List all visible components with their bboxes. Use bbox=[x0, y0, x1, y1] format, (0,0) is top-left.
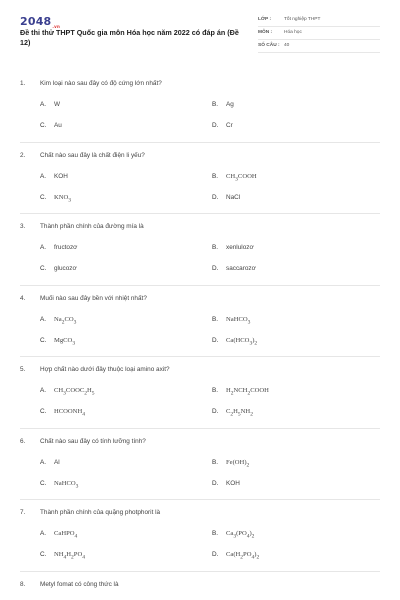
option-letter: D. bbox=[212, 193, 219, 201]
question-number: 4. bbox=[20, 294, 26, 302]
answer-option[interactable] bbox=[40, 387, 95, 396]
option-letter: A. bbox=[40, 458, 47, 466]
question-text: Chất nào sau đây có tính lưỡng tính? bbox=[40, 437, 146, 445]
question-text: Thành phần chính của quặng photphorit là bbox=[40, 509, 161, 516]
site-logo[interactable]: $2048_{.vn}$ bbox=[20, 15, 60, 30]
answer-option[interactable] bbox=[212, 122, 233, 129]
option-value: $H_2NCH_2COOH$ bbox=[226, 387, 269, 397]
option-letter: B. bbox=[212, 458, 219, 466]
question-number: 2. bbox=[20, 151, 26, 159]
option-value: $KNO_3$ bbox=[54, 193, 72, 203]
option-letter: B. bbox=[212, 101, 219, 108]
answer-option[interactable] bbox=[212, 551, 259, 560]
question-divider bbox=[20, 213, 380, 214]
answer-option[interactable] bbox=[40, 337, 75, 346]
option-value: NaCl bbox=[226, 193, 241, 201]
answer-option[interactable] bbox=[40, 122, 62, 129]
document-header bbox=[0, 0, 400, 62]
question-number: 8. bbox=[20, 580, 26, 588]
option-letter: A. bbox=[40, 387, 47, 394]
question-divider bbox=[20, 571, 380, 572]
answer-option[interactable] bbox=[212, 459, 249, 468]
option-value: $Ca(HCO_3)_2$ bbox=[226, 336, 258, 346]
question-text: Chất nào sau đây là chất điện li yếu? bbox=[40, 151, 145, 159]
option-value: MgCO$_3$ bbox=[54, 336, 76, 346]
option-letter: D. bbox=[212, 479, 219, 487]
option-letter: A. bbox=[40, 101, 47, 108]
question-number: 6. bbox=[20, 437, 26, 445]
option-letter: C. bbox=[40, 122, 47, 129]
option-value: fructozơ bbox=[54, 244, 78, 251]
option-value: $CH_3COOH$ bbox=[226, 172, 257, 182]
question-number: 5. bbox=[20, 366, 26, 373]
option-letter: A. bbox=[40, 530, 47, 537]
answer-option[interactable] bbox=[40, 459, 60, 466]
answer-option[interactable] bbox=[212, 265, 256, 272]
option-value: Cr bbox=[226, 122, 233, 129]
question-text: Metyl fomat có công thức là bbox=[40, 580, 119, 588]
option-letter: A. bbox=[40, 172, 47, 180]
option-value: NaHCO$_3$ bbox=[54, 479, 79, 489]
answer-option[interactable] bbox=[212, 244, 254, 251]
question-text: Thành phần chính của đường mía là bbox=[40, 223, 144, 230]
question-text: Kim loại nào sau đây có độ cứng lớn nhất? bbox=[40, 80, 162, 87]
option-letter: D. bbox=[212, 265, 219, 272]
meta-label: LỚP : bbox=[258, 17, 272, 22]
option-letter: B. bbox=[212, 387, 219, 394]
answer-option[interactable] bbox=[212, 173, 257, 182]
option-letter: B. bbox=[212, 172, 219, 180]
meta-row-subject bbox=[258, 27, 380, 40]
answer-option[interactable] bbox=[40, 101, 60, 108]
option-value: $Fe(OH)_2$ bbox=[226, 458, 250, 468]
option-value: CaHPO$_4$ bbox=[54, 530, 78, 540]
meta-value: Tốt nghiệp THPT bbox=[284, 17, 321, 22]
meta-value: Hóa học bbox=[284, 30, 302, 35]
option-value: saccarozơ bbox=[226, 265, 256, 272]
question-divider bbox=[20, 428, 380, 429]
meta-row-class bbox=[258, 14, 380, 27]
option-letter: C. bbox=[40, 408, 47, 415]
answer-option[interactable] bbox=[40, 265, 77, 272]
answer-option[interactable] bbox=[212, 101, 234, 108]
option-value: glucozơ bbox=[54, 265, 77, 272]
answer-option[interactable] bbox=[40, 316, 76, 325]
question-number: 3. bbox=[20, 223, 26, 230]
answer-option[interactable] bbox=[212, 316, 250, 325]
question-divider bbox=[20, 499, 380, 500]
option-letter: A. bbox=[40, 315, 47, 323]
meta-label: SỐ CÂU : bbox=[258, 43, 280, 48]
option-letter: C. bbox=[40, 479, 47, 487]
option-letter: B. bbox=[212, 315, 219, 323]
answer-option[interactable] bbox=[40, 194, 71, 203]
option-value: xenlulozơ bbox=[226, 244, 254, 251]
option-letter: D. bbox=[212, 336, 219, 344]
question-number: 1. bbox=[20, 80, 26, 87]
option-letter: C. bbox=[40, 551, 47, 558]
option-value: NaHCO$_3$ bbox=[226, 315, 251, 325]
answer-option[interactable] bbox=[40, 530, 77, 539]
option-value: $C_2H_5NH_2$ bbox=[226, 408, 253, 418]
answer-option[interactable] bbox=[40, 551, 85, 560]
option-value: KOH bbox=[54, 172, 68, 180]
option-value: $Ca(H_2PO_4)_2$ bbox=[226, 551, 260, 561]
question-item bbox=[20, 581, 380, 600]
meta-value: 40 bbox=[284, 43, 290, 48]
answer-option[interactable] bbox=[212, 337, 257, 346]
document-meta bbox=[258, 14, 380, 53]
answer-option[interactable] bbox=[212, 480, 240, 487]
option-value: KOH bbox=[226, 479, 240, 487]
option-value: $NH_4H_2PO_4$ bbox=[54, 551, 85, 561]
option-value: $Ca_3(PO_4)_2$ bbox=[226, 530, 255, 540]
meta-row-count bbox=[258, 40, 380, 53]
option-value: $HCOONH_4$ bbox=[54, 408, 85, 418]
option-letter: D. bbox=[212, 408, 219, 415]
answer-option[interactable] bbox=[40, 173, 68, 180]
option-letter: A. bbox=[40, 244, 47, 251]
question-text: Muối nào sau đây bền với nhiệt nhất? bbox=[40, 294, 147, 302]
question-number: 7. bbox=[20, 509, 26, 516]
option-letter: D. bbox=[212, 551, 219, 558]
question-divider bbox=[20, 142, 380, 143]
answer-option[interactable] bbox=[212, 408, 253, 417]
option-letter: D. bbox=[212, 122, 219, 129]
question-divider bbox=[20, 285, 380, 286]
option-value: W bbox=[54, 101, 61, 108]
option-letter: C. bbox=[40, 193, 47, 201]
option-letter: C. bbox=[40, 265, 47, 272]
option-value: Ag bbox=[226, 101, 234, 108]
option-letter: C. bbox=[40, 336, 47, 344]
answer-option[interactable] bbox=[212, 530, 254, 539]
question-text: Hợp chất nào dưới đây thuộc loại amino axit? bbox=[40, 366, 170, 373]
answer-option[interactable] bbox=[212, 387, 269, 396]
question-divider bbox=[20, 356, 380, 357]
option-letter: B. bbox=[212, 530, 219, 537]
option-value: $CH_3COOC_2H_5$ bbox=[54, 387, 95, 397]
answer-option[interactable] bbox=[212, 194, 240, 201]
option-letter: B. bbox=[212, 244, 219, 251]
meta-label: MÔN : bbox=[258, 30, 273, 35]
option-value: Au bbox=[54, 122, 62, 129]
option-value: Al bbox=[54, 458, 60, 466]
document-title: Đề thi thử THPT Quốc gia môn Hóa học năm 2022 có đáp án (Đề 12) bbox=[20, 28, 239, 47]
answer-option[interactable] bbox=[40, 480, 78, 489]
answer-option[interactable] bbox=[40, 408, 85, 417]
answer-option[interactable] bbox=[40, 244, 77, 251]
option-value: $Na_2CO_3$ bbox=[54, 315, 77, 325]
